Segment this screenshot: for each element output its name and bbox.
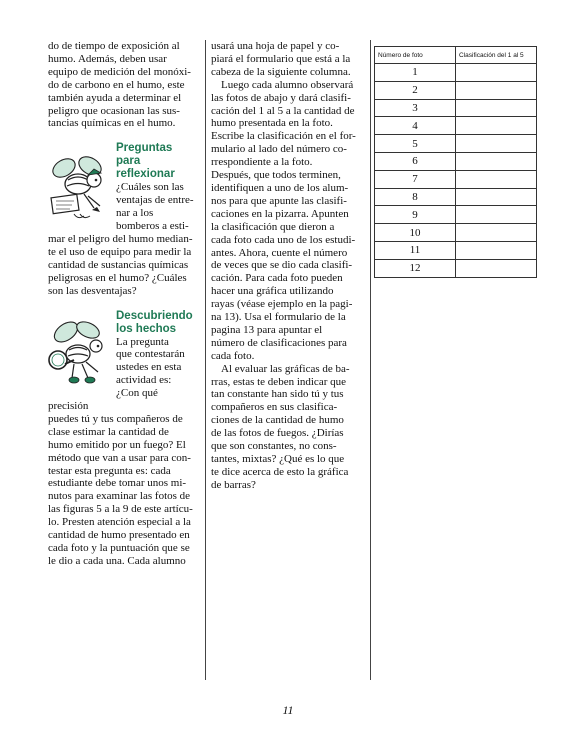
text-line: humo emitido por un fuego? El (48, 438, 186, 451)
table-row (375, 188, 537, 206)
text-line: te el uso de equipo para medir la (48, 245, 192, 258)
text-line: de barras? (211, 478, 256, 491)
text-line: do de tiempo de exposición al (48, 40, 180, 52)
text-line: ciones de la cantidad de humo (211, 414, 344, 427)
heading-line: Preguntas para (116, 142, 173, 168)
column-divider-right (370, 40, 371, 680)
intro-paragraph (48, 40, 197, 130)
text-line: le dio a cada una. Cada alumno (48, 554, 186, 567)
text-line: método que van a usar para con- (48, 451, 191, 464)
text-line: na 13). Usa el formulario de la (211, 311, 346, 324)
text-line: te dice acerca de esto la gráfica (211, 465, 349, 478)
photo-number-cell: 4 (375, 117, 456, 135)
text-line: tancias químicas en el humo. (48, 117, 176, 130)
table-row (375, 152, 537, 170)
text-line: equipo de medición del monóxi- (48, 65, 191, 78)
bee-with-magnifier-icon (44, 312, 112, 390)
text-line: mar el peligro del humo median- (48, 232, 193, 245)
text-line: peligrosas en el humo? ¿Cuáles (48, 271, 187, 284)
text-line: ¿Cuáles son las (116, 181, 184, 194)
heading-line: Descubriendo (116, 309, 193, 322)
table-header-row (375, 47, 537, 64)
rating-cell (456, 81, 537, 99)
photo-number-cell: 3 (375, 99, 456, 117)
text-line: tan constante han sido tú y tus (211, 388, 344, 401)
text-line: son las desventajas? (48, 284, 137, 297)
text-line: testar esta pregunta es: cada (48, 464, 171, 477)
text-line: de las fotos de fuegos. ¿Dirías (211, 427, 344, 440)
photo-number-cell: 10 (375, 224, 456, 242)
text-line: las fotos de abajo y dará clasifi- (211, 91, 351, 104)
text-line: caciones en la pizarra. Apunten (211, 207, 349, 220)
text-line: que contestarán (116, 348, 185, 361)
text-line: rayas (véase ejemplo en la pagi- (211, 298, 353, 311)
photo-number-cell: 12 (375, 259, 456, 277)
text-line: usará una hoja de papel y co- (211, 40, 340, 52)
text-line: ustedes en esta (116, 361, 182, 374)
text-line: pagina 13 para apuntar el (211, 323, 323, 336)
rating-cell (456, 135, 537, 153)
text-line: bomberos a esti- (116, 220, 189, 233)
text-line: compañeros en sus clasifica- (211, 401, 338, 414)
text-line: estudiante debe tomar unos mi- (48, 477, 187, 490)
text-line: cada foto y la puntuación que se (48, 542, 190, 554)
photo-number-cell: 2 (375, 81, 456, 99)
table-row (375, 64, 537, 82)
text-line: cabeza de la siguiente columna. (211, 65, 351, 78)
rating-cell (456, 188, 537, 206)
text-line: actividad es: ¿Con qué precisión (48, 374, 172, 413)
text-line: de veces que se dio cada clasifi- (211, 259, 353, 272)
text-line: clase estimar la cantidad de (48, 425, 169, 438)
rating-cell (456, 99, 537, 117)
text-line: cada foto. (211, 349, 255, 362)
text-line: ventajas de entre- (116, 194, 194, 207)
text-line: cada foto cada uno de los estudi- (211, 233, 356, 246)
photo-number-cell: 6 (375, 152, 456, 170)
text-line: también ayuda a determinar el (48, 91, 182, 104)
column-middle (211, 40, 367, 492)
text-line: cantidad de sustancias químicas (48, 258, 189, 271)
text-line: que son constantes, no cons- (211, 440, 337, 453)
text-line: Al evaluar las gráficas de ba- (221, 362, 350, 375)
photo-number-cell: 11 (375, 241, 456, 259)
table-row (375, 117, 537, 135)
photo-number-cell: 8 (375, 188, 456, 206)
text-line: humo. Además, deben usar (48, 52, 167, 65)
text-line: identifiquen a uno de los alum- (211, 181, 349, 194)
text-line: piará el formulario que está a la (211, 52, 351, 65)
rating-header: Clasificación del 1 al 5 (456, 47, 537, 64)
text-line: puedes tú y tus compañeros de (48, 412, 183, 425)
text-line: número de clasificaciones para (211, 336, 347, 349)
table-row (375, 99, 537, 117)
column-divider-left (205, 40, 206, 680)
photo-number-cell: 7 (375, 170, 456, 188)
ratings-form-table (374, 46, 537, 278)
section-facts (48, 310, 197, 568)
text-line: antes. Ahora, cuente el número (211, 246, 348, 259)
page-number: 11 (282, 703, 294, 717)
table-row (375, 135, 537, 153)
text-line: tantes, mixtas? ¿Qué es lo que (211, 453, 345, 465)
table-row (375, 259, 537, 277)
firefighter-bee-writing-icon (44, 144, 112, 222)
text-line: cantidad de humo presentado en (48, 529, 190, 542)
rating-cell (456, 117, 537, 135)
rating-cell (456, 241, 537, 259)
text-line: nos para que apunte las clasifi- (211, 194, 347, 207)
table-row (375, 206, 537, 224)
table-row (375, 170, 537, 188)
rating-cell (456, 259, 537, 277)
text-line: rras, estas te deben indicar que (211, 375, 346, 388)
text-line: Escribe la clasificación en el for- (211, 130, 356, 143)
photo-number-cell: 9 (375, 206, 456, 224)
photo-number-header: Número de foto (375, 47, 456, 64)
rating-cell (456, 206, 537, 224)
text-line: las figuras 5 a la 9 de este artícu- (48, 503, 193, 516)
text-line: peligro que ocasionan las sus- (48, 104, 180, 117)
table-row (375, 224, 537, 242)
text-line: humo presentada en la foto. (211, 117, 333, 130)
table-row (375, 81, 537, 99)
text-line: rrespondiente a la foto. (211, 156, 313, 169)
heading-line: reflexionar (116, 168, 175, 181)
text-line: La pregunta (116, 335, 169, 348)
text-line: Después, que todos terminen, (211, 169, 341, 182)
rating-cell (456, 224, 537, 242)
photo-number-cell: 5 (375, 135, 456, 153)
rating-cell (456, 170, 537, 188)
text-line: nar a los (116, 207, 154, 220)
text-line: cación. Para cada foto pueden (211, 272, 343, 285)
text-line: Luego cada alumno observará (221, 78, 354, 91)
table-row (375, 241, 537, 259)
section-reflect (48, 142, 197, 297)
table-body (375, 64, 537, 278)
text-line: nutos para examinar las fotos de (48, 490, 191, 503)
text-line: cación del 1 al 5 a la cantidad de (211, 104, 355, 117)
text-line: hacer una gráfica utilizando (211, 285, 334, 298)
text-line: la clasificación que dieron a (211, 220, 335, 233)
text-line: do de carbono en el humo, este (48, 78, 185, 91)
rating-cell (456, 64, 537, 82)
heading-line: los hechos (116, 322, 177, 335)
rating-cell (456, 152, 537, 170)
text-line: lo. Presten atención especial a la (48, 516, 191, 529)
column-left (48, 40, 197, 568)
text-line: mulario al lado del número co- (211, 143, 347, 156)
photo-number-cell: 1 (375, 64, 456, 82)
